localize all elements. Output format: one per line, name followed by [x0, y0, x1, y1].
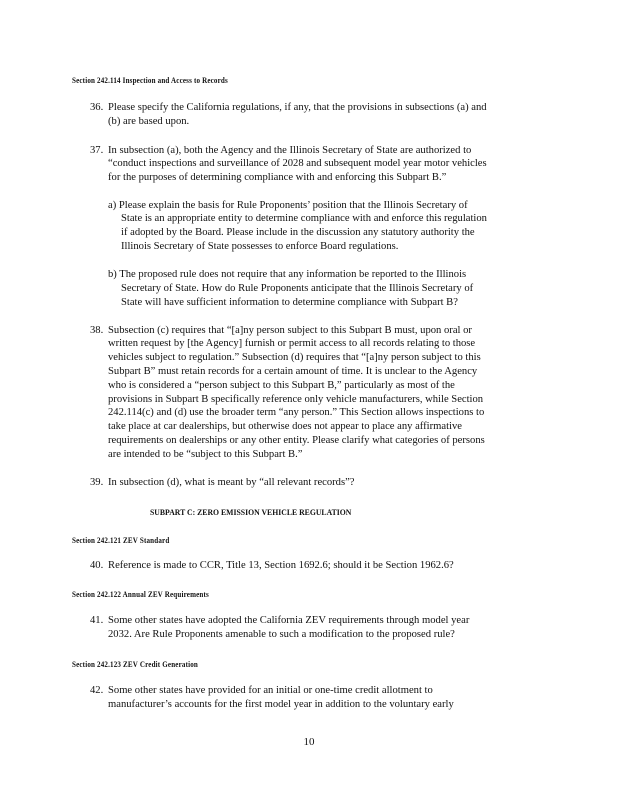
item-41-line-2: 2032. Are Rule Proponents amenable to such a modification to the proposed rule? [108, 629, 455, 640]
item-38-line-10: are intended to be “subject to this Subpart B.” [108, 449, 303, 460]
subpart-heading: SUBPART C: ZERO EMISSION VEHICLE REGULATION [150, 507, 352, 517]
item-number-42: 42. [90, 685, 104, 696]
item-38-line-2: written request by [the Agency] furnish or permit access to all records relating to those [108, 338, 476, 349]
section-heading-242-114: Section 242.114 Inspection and Access to Records [72, 76, 228, 85]
item-37a-line-1: a) Please explain the basis for Rule Proponents’ position that the Illinois Secretary of [108, 200, 468, 211]
item-37a-line-4: Illinois Secretary of State possesses to enforce Board regulations. [121, 241, 399, 252]
item-number-39: 39. [90, 477, 104, 488]
item-37a-line-3: if adopted by the Board. Please include in the discussion any statutory authority the [121, 227, 475, 238]
item-38-line-7: 242.114(c) and (d) use the broader term “any person.” This Section allows inspections to [108, 407, 485, 418]
item-37b-line-1: b) The proposed rule does not require that any information be reported to the Illinois [108, 269, 467, 280]
item-number-38: 38. [90, 325, 104, 336]
item-38-line-3: vehicles subject to regulation.” Subsection (d) requires that “[a]ny person subject to this [108, 352, 481, 363]
section-heading-242-123: Section 242.123 ZEV Credit Generation [72, 660, 199, 669]
section-heading-242-122: Section 242.122 Annual ZEV Requirements [72, 590, 209, 599]
item-37a-line-2: State is an appropriate entity to determine compliance with and enforce this regulation [121, 213, 487, 224]
page-number: 10 [303, 736, 315, 748]
item-38-line-5: who is considered a “person subject to this Subpart B,” particularly as most of the [108, 380, 455, 391]
item-number-41: 41. [90, 615, 104, 626]
item-number-36: 36. [90, 102, 104, 113]
item-number-40: 40. [90, 560, 104, 571]
item-38-line-9: requirements on dealerships or any other entity. Please clarify what categories of persons [108, 435, 485, 446]
item-number-37: 37. [90, 145, 104, 156]
item-38-line-6: provisions in Subpart B specifically reference only vehicle manufacturers, while Section [108, 394, 484, 405]
section-heading-242-121: Section 242.121 ZEV Standard [72, 536, 170, 545]
item-38-line-8: take place at car dealerships, but otherwise does not appear to place any affirmative [108, 421, 462, 432]
item-37b-line-3: State will have sufficient information to determine compliance with Subpart B? [121, 297, 458, 308]
item-41-line-1: Some other states have adopted the California ZEV requirements through model year [108, 615, 470, 626]
item-37-line-1: In subsection (a), both the Agency and the Illinois Secretary of State are authorized to [108, 145, 472, 156]
item-42-line-1: Some other states have provided for an initial or one-time credit allotment to [108, 685, 433, 696]
item-37-line-2: “conduct inspections and surveillance of 2028 and subsequent model year motor vehicles [108, 158, 487, 169]
item-38-line-1: Subsection (c) requires that “[a]ny person subject to this Subpart B must, upon oral or [108, 325, 472, 336]
item-42-line-2: manufacturer’s accounts for the first model year in addition to the voluntary early [108, 699, 454, 710]
item-36-line-1: Please specify the California regulations, if any, that the provisions in subsections (a) and [108, 102, 487, 113]
item-36-line-2: (b) are based upon. [108, 116, 190, 127]
item-39-line-1: In subsection (d), what is meant by “all relevant records”? [108, 477, 355, 488]
item-37-line-3: for the purposes of determining compliance with and enforcing this Subpart B.” [108, 172, 447, 183]
item-38-line-4: Subpart B” must retain records for a certain amount of time. It is unclear to the Agency [108, 366, 478, 377]
item-40-line-1: Reference is made to CCR, Title 13, Section 1692.6; should it be Section 1962.6? [108, 560, 454, 571]
item-37b-line-2: Secretary of State. How do Rule Proponents anticipate that the Illinois Secretary of [121, 283, 474, 294]
